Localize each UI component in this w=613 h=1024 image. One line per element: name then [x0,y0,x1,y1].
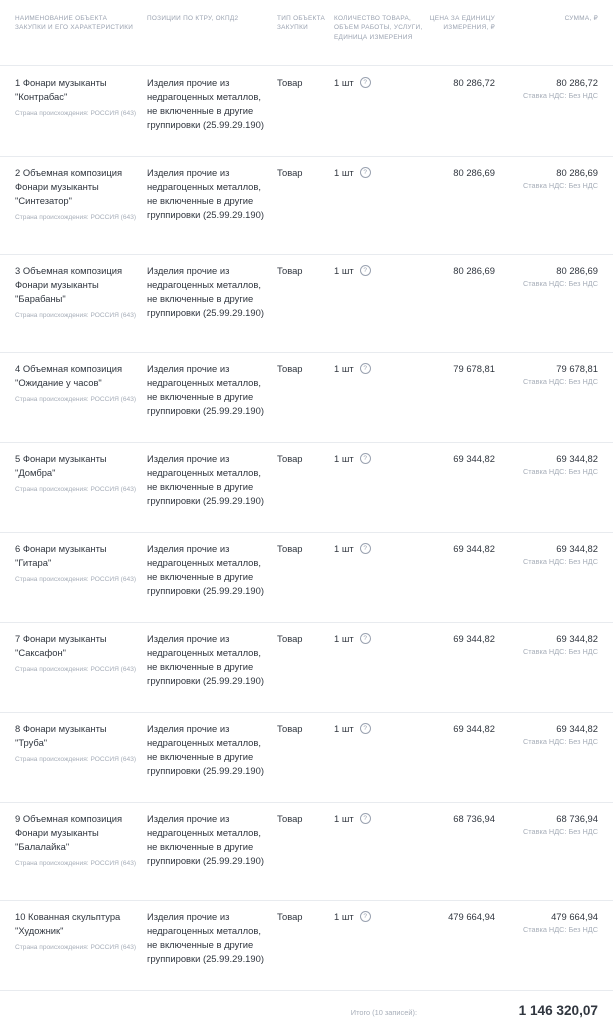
item-origin: Страна происхождения: РОССИЯ (643) [15,109,137,117]
table-row [0,352,613,443]
item-code: Изделия прочие из недрагоценных металлов, не включенные в другие группировки (25.99.29.190) [147,813,264,866]
question-circle-icon[interactable]: ? [360,911,371,922]
item-price: 68 736,94 [453,813,495,824]
item-code: Изделия прочие из недрагоценных металлов, не включенные в другие группировки (25.99.29.190) [147,633,264,686]
item-type: Товар [277,453,303,464]
item-sum: 80 286,69 [556,265,598,276]
question-circle-icon[interactable]: ? [360,265,371,276]
item-qty: 1 шт [334,813,354,824]
item-origin: Страна происхождения: РОССИЯ (643) [15,395,137,403]
table-header [0,0,613,66]
header-sum: СУММА, ₽ [564,15,598,22]
question-circle-icon[interactable]: ? [360,633,371,644]
item-price: 79 678,81 [453,363,495,374]
item-origin: Страна происхождения: РОССИЯ (643) [15,575,137,583]
item-price: 69 344,82 [453,453,495,464]
item-origin: Страна происхождения: РОССИЯ (643) [15,665,137,673]
item-qty: 1 шт [334,363,354,374]
item-vat: Ставка НДС: Без НДС [523,736,598,746]
item-name: 10 Кованная скульптура "Художник" [15,911,121,936]
question-circle-icon[interactable]: ? [360,363,371,374]
question-circle-icon[interactable]: ? [360,453,371,464]
header-qty: КОЛИЧЕСТВО ТОВАРА, ОБЪЕМ РАБОТЫ, УСЛУГИ, ЕДИНИЦА ИЗМЕРЕНИЯ [334,15,423,41]
item-sum: 79 678,81 [556,363,598,374]
item-price: 69 344,82 [453,633,495,644]
item-name: 2 Объемная композиция Фонари музыканты "Синтезатор" [15,167,123,206]
item-sum: 69 344,82 [556,633,598,644]
item-vat: Ставка НДС: Без НДС [523,826,598,836]
question-circle-icon[interactable]: ? [360,77,371,88]
item-qty: 1 шт [334,633,354,644]
question-circle-icon[interactable]: ? [360,167,371,178]
item-origin: Страна происхождения: РОССИЯ (643) [15,485,137,493]
item-vat: Ставка НДС: Без НДС [523,90,598,100]
item-origin: Страна происхождения: РОССИЯ (643) [15,859,137,867]
item-sum: 80 286,69 [556,167,598,178]
item-sum: 68 736,94 [556,813,598,824]
item-code: Изделия прочие из недрагоценных металлов, не включенные в другие группировки (25.99.29.190) [147,453,264,506]
header-name: НАИМЕНОВАНИЕ ОБЪЕКТА ЗАКУПКИ И ЕГО ХАРАКТЕРИСТИКИ [15,15,134,32]
item-vat: Ставка НДС: Без НДС [523,278,598,288]
item-price: 80 286,69 [453,265,495,276]
item-qty: 1 шт [334,265,354,276]
table-row [0,802,613,901]
item-sum: 69 344,82 [556,543,598,554]
item-type: Товар [277,167,303,178]
item-qty: 1 шт [334,543,354,554]
item-vat: Ставка НДС: Без НДС [523,466,598,476]
item-origin: Страна происхождения: РОССИЯ (643) [15,755,137,763]
item-name: 5 Фонари музыканты "Домбра" [15,453,107,478]
header-price: ЦЕНА ЗА ЕДИНИЦУ ИЗМЕРЕНИЯ, ₽ [429,15,495,32]
table-row [0,66,613,157]
item-price: 69 344,82 [453,723,495,734]
item-qty: 1 шт [334,911,354,922]
item-type: Товар [277,911,303,922]
item-type: Товар [277,543,303,554]
table-row [0,532,613,623]
item-vat: Ставка НДС: Без НДС [523,180,598,190]
item-type: Товар [277,363,303,374]
table-row [0,900,613,991]
item-qty: 1 шт [334,723,354,734]
item-sum: 80 286,72 [556,77,598,88]
item-code: Изделия прочие из недрагоценных металлов, не включенные в другие группировки (25.99.29.190) [147,363,264,416]
header-code: ПОЗИЦИИ ПО КТРУ, ОКПД2 [147,15,239,22]
item-vat: Ставка НДС: Без НДС [523,924,598,934]
table-row [0,254,613,353]
item-name: 7 Фонари музыканты "Саксафон" [15,633,107,658]
total-value: 1 146 320,07 [518,1003,598,1018]
total-row [0,1000,613,1024]
item-code: Изделия прочие из недрагоценных металлов, не включенные в другие группировки (25.99.29.190) [147,265,264,318]
question-circle-icon[interactable]: ? [360,723,371,734]
item-vat: Ставка НДС: Без НДС [523,376,598,386]
item-name: 1 Фонари музыканты "Контрабас" [15,77,107,102]
item-name: 9 Объемная композиция Фонари музыканты "Балалайка" [15,813,123,852]
item-name: 3 Объемная композиция Фонари музыканты "Барабаны" [15,265,123,304]
item-qty: 1 шт [334,453,354,464]
item-type: Товар [277,723,303,734]
item-qty: 1 шт [334,167,354,178]
item-sum: 69 344,82 [556,723,598,734]
item-name: 6 Фонари музыканты "Гитара" [15,543,107,568]
item-code: Изделия прочие из недрагоценных металлов, не включенные в другие группировки (25.99.29.190) [147,723,264,776]
item-code: Изделия прочие из недрагоценных металлов, не включенные в другие группировки (25.99.29.190) [147,911,264,964]
table-row [0,156,613,255]
item-price: 80 286,72 [453,77,495,88]
item-code: Изделия прочие из недрагоценных металлов, не включенные в другие группировки (25.99.29.190) [147,543,264,596]
item-sum: 479 664,94 [551,911,598,922]
table-row [0,622,613,713]
total-label: Итого (10 записей): [350,1008,417,1017]
item-type: Товар [277,633,303,644]
question-circle-icon[interactable]: ? [360,813,371,824]
item-origin: Страна происхождения: РОССИЯ (643) [15,311,137,319]
item-vat: Ставка НДС: Без НДС [523,556,598,566]
item-price: 80 286,69 [453,167,495,178]
item-type: Товар [277,77,303,88]
table-row [0,442,613,533]
item-name: 8 Фонари музыканты "Труба" [15,723,107,748]
question-circle-icon[interactable]: ? [360,543,371,554]
item-code: Изделия прочие из недрагоценных металлов, не включенные в другие группировки (25.99.29.190) [147,167,264,220]
table-row [0,712,613,803]
item-sum: 69 344,82 [556,453,598,464]
item-qty: 1 шт [334,77,354,88]
header-type: ТИП ОБЪЕКТА ЗАКУПКИ [277,15,326,32]
item-price: 69 344,82 [453,543,495,554]
item-origin: Страна происхождения: РОССИЯ (643) [15,943,137,951]
item-type: Товар [277,265,303,276]
item-price: 479 664,94 [448,911,495,922]
item-name: 4 Объемная композиция "Ожидание у часов" [15,363,123,388]
item-origin: Страна происхождения: РОССИЯ (643) [15,213,137,221]
item-type: Товар [277,813,303,824]
item-vat: Ставка НДС: Без НДС [523,646,598,656]
item-code: Изделия прочие из недрагоценных металлов, не включенные в другие группировки (25.99.29.190) [147,77,264,130]
